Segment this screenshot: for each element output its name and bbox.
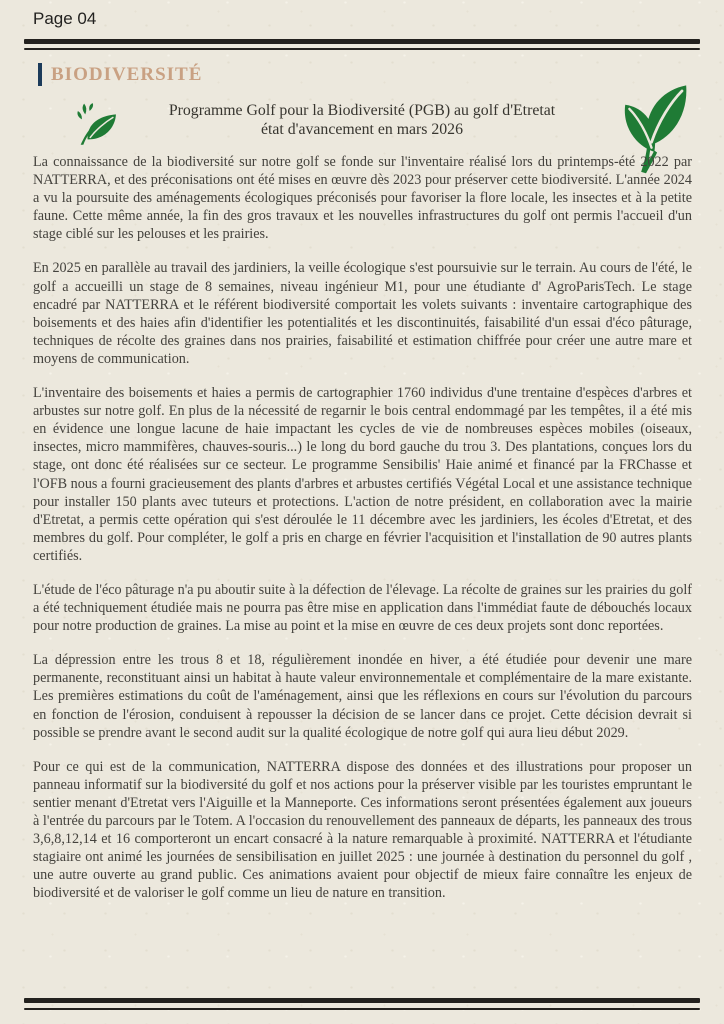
document-title-line1: Programme Golf pour la Biodiversité (PGB) au golf d'Etretat: [168, 102, 556, 119]
body-paragraph: La connaissance de la biodiversité sur notre golf se fonde sur l'inventaire réalisé lors du printemps-été 2022 par NATTERRA, et des préconisations ont été mises en œuvre dès 2023 pour préserver cette biodiversité. L'année 2024 a vu la poursuite des aménagements écologiques préconisés pour favoriser la flore locale, les insectes et à la petite faune. Cette même année, la fin des gros travaux et les nouvelles infrastructures du golf ont permis l'accueil d'un stage ciblé sur les pelouses et les prairies.: [33, 154, 692, 243]
body-paragraph: L'inventaire des boisements et haies a permis de cartographier 1760 individus d'une trentaine d'espèces d'arbres et arbustes sur notre golf. En plus de la nécessité de regarnir le bois central endommagé par les tempêtes, il a été mis en évidence une longue lacune de haie impactant les cycles de vie de nombreuses espèces mobiles (oiseaux, insectes, micro mammifères, chauves-souris...) le long du bord gauche du trou 3. Des plantations, conçues lors du stage, ont donc été réalisées sur ce secteur. Le programme Sensibilis' Haie animé et financé par la FRChasse et l'OFB nous a fourni gracieusement des plants d'arbres et arbustes certifiés Végétal Local et une assistance technique pour installer 150 plants avec tuteurs et protections. L'action de notre président, en collaboration avec la mairie d'Etretat, a permis cette opération qui s'est déroulée le 11 décembre avec les jardiniers, les écoles d'Etretat, et des membres du golf. Pour compléter, le golf a pris en charge en février l'acquisition et l'installation de 90 autres plants certifiés.: [33, 385, 692, 564]
section-title: BIODIVERSITÉ: [51, 63, 203, 85]
sprout-leaf-icon: [73, 100, 119, 148]
body-paragraph: En 2025 en parallèle au travail des jardiniers, la veille écologique s'est poursuivie sur le terrain. Au cours de l'été, le golf a accueilli un stage de 8 semaines, niveau ingénieur M1, pour une étudiante d' AgroParisTech. Le stage encadré par NATTERRA et le référent biodiversité comportait les volets suivants : inventaire cartographique des boisements et des haies afin d'identifier les potentialités et les discontinuités, faisabilité d'un essai d'éco pâturage, techniques de récolte des graines dans nos prairies, faisabilité et estimation chiffrée pour créer une autre mare et moyens de communication.: [33, 260, 692, 367]
top-divider-thick: [24, 39, 700, 44]
bottom-divider-thick: [24, 998, 700, 1003]
top-divider-thin: [24, 48, 700, 50]
page-number-label: Page 04: [33, 9, 97, 28]
section-accent-bar: [38, 63, 42, 86]
body-paragraph: Pour ce qui est de la communication, NATTERRA dispose des données et des illustrations pour proposer un panneau informatif sur la biodiversité du golf et nos actions pour la préserver visible par les touristes empruntant le sentier menant d'Etretat vers l'Aiguille et la Manneporte. Ces informations seront présentées également aux joueurs à l'entrée du parcours par le Totem. A l'occasion du renouvellement des panneaux de départs, les panneaux des trous 3,6,8,12,14 et 16 comporteront un encart consacré à la nature remarquable à proximité. NATTERRA et l'étudiante stagiaire ont animé les journées de sensibilisation en juillet 2025 : une journée à destination du personnel du golf , une autre ouverte au grand public. Ces animations avaient pour objectif de mieux faire connaître les enjeux de biodiversité et de valoriser le golf comme un lieu de nature en transition.: [33, 758, 692, 902]
bottom-divider-thin: [24, 1008, 700, 1010]
body-paragraph: L'étude de l'éco pâturage n'a pu aboutir suite à la défection de l'élevage. La récolte de graines sur les prairies du golf a été techniquement étudiée mais ne pourra pas être mise en application dans l'immédiat faute de débouchés locaux pour notre production de graines. La mise au point et la mise en œuvre de ces deux projets sont donc reportées.: [33, 581, 692, 635]
section-header: [38, 63, 202, 86]
document-title: [120, 101, 604, 139]
article-body: [33, 153, 692, 918]
body-paragraph: La dépression entre les trous 8 et 18, régulièrement inondée en hiver, a été étudiée pour devenir une mare permanente, reconstituant ainsi un habitat à haute valeur environnementale et complémentaire de la mare existante. Les premières estimations du coût de l'aménagement, ainsi que les réflexions en cours sur l'évolution du parcours en fonction de l'érosion, conduisent à repousser la décision de se lancer dans ce projet. Cette décision devrait si possible se prendre avant le second audit sur la qualité écologique de notre golf qui aura lieu début 2029.: [33, 652, 692, 741]
document-title-line2: état d'avancement en mars 2026: [261, 121, 463, 138]
